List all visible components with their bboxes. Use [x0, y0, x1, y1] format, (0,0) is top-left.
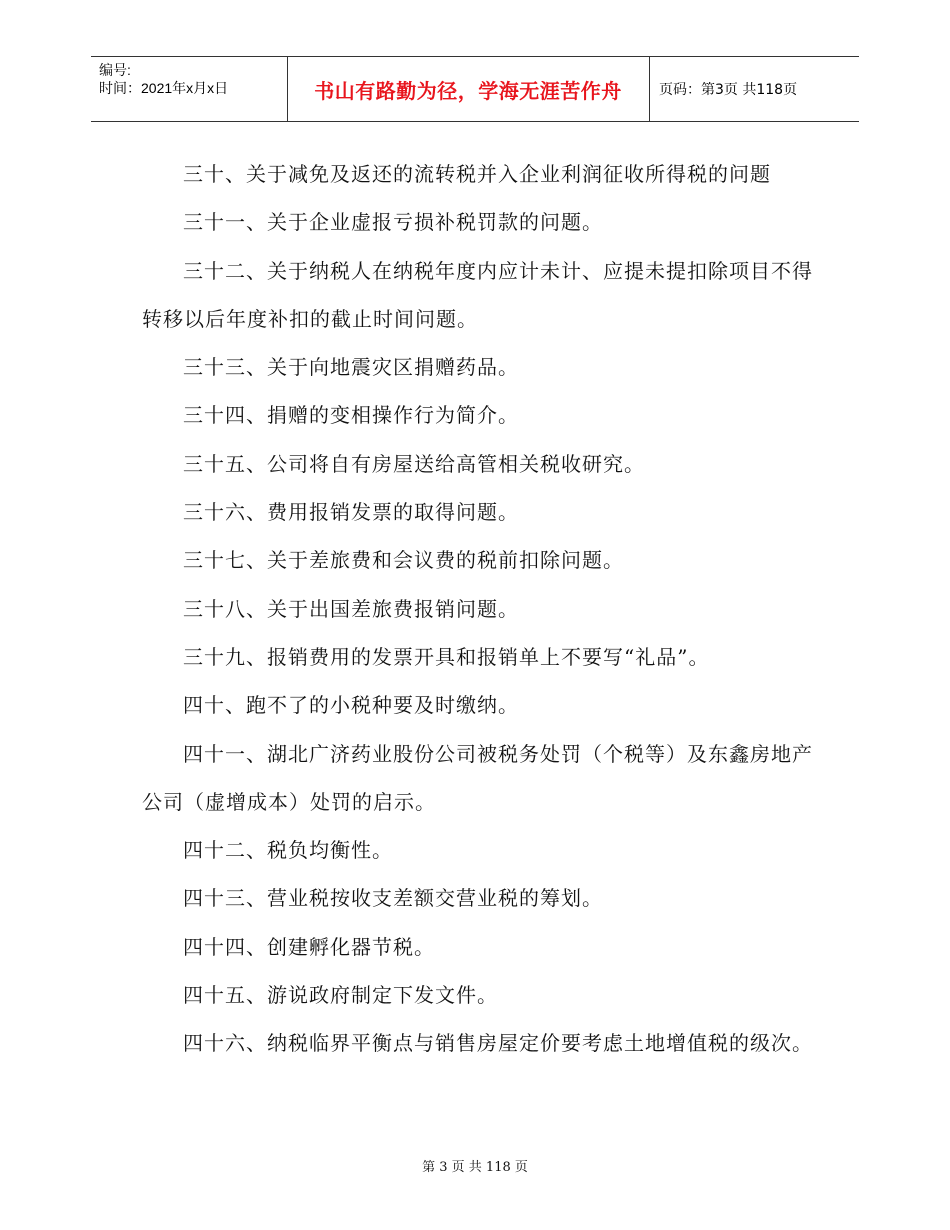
document-time-label: 时间：2021年x月x日	[99, 80, 229, 96]
header-divider-right	[649, 57, 650, 121]
list-item: 三十四、捐赠的变相操作行为简介。	[183, 403, 519, 428]
page-footer: 第 3 页 共 118 页	[422, 1160, 528, 1175]
list-item: 三十、关于减免及返还的流转税并入企业利润征收所得税的问题	[183, 162, 771, 186]
list-item: 三十二、关于纳税人在纳税年度内应计未计、应提未提扣除项目不得转移以后年度补扣的截止时间问题。	[142, 258, 813, 331]
list-item: 三十九、报销费用的发票开具和报销单上不要写“礼品”。	[183, 644, 710, 669]
list-item: 三十五、公司将自有房屋送给高管相关税收研究。	[183, 451, 645, 476]
list-item: 四十三、营业税按收支差额交营业税的筹划。	[183, 886, 603, 911]
list-item: 三十七、关于差旅费和会议费的税前扣除问题。	[183, 548, 624, 573]
list-item: 三十八、关于出国差旅费报销问题。	[183, 596, 519, 621]
header-meta	[99, 61, 228, 97]
header-page-info: 页码：第3页 共118页	[659, 82, 798, 98]
list-item: 三十三、关于向地震灾区捐赠药品。	[183, 355, 519, 380]
list-item: 三十六、费用报销发票的取得问题。	[183, 500, 519, 525]
list-item: 三十一、关于企业虚报亏损补税罚款的问题。	[183, 210, 603, 235]
list-item: 四十五、游说政府制定下发文件。	[183, 983, 498, 1008]
list-item: 四十六、纳税临界平衡点与销售房屋定价要考虑土地增值税的级次。	[183, 1031, 813, 1056]
list-item: 四十一、湖北广济药业股份公司被税务处罚（个税等）及东鑫房地产公司（虚增成本）处罚的启示。	[142, 741, 813, 814]
list-item: 四十四、创建孵化器节税。	[183, 934, 435, 959]
document-body	[142, 150, 822, 1068]
document-header	[91, 56, 859, 122]
document-code-label: 编号:	[99, 62, 131, 78]
list-item: 四十二、税负均衡性。	[183, 838, 393, 863]
list-item: 四十、跑不了的小税种要及时缴纳。	[183, 693, 519, 718]
header-motto: 书山有路勤为径，学海无涯苦作舟	[314, 78, 622, 103]
